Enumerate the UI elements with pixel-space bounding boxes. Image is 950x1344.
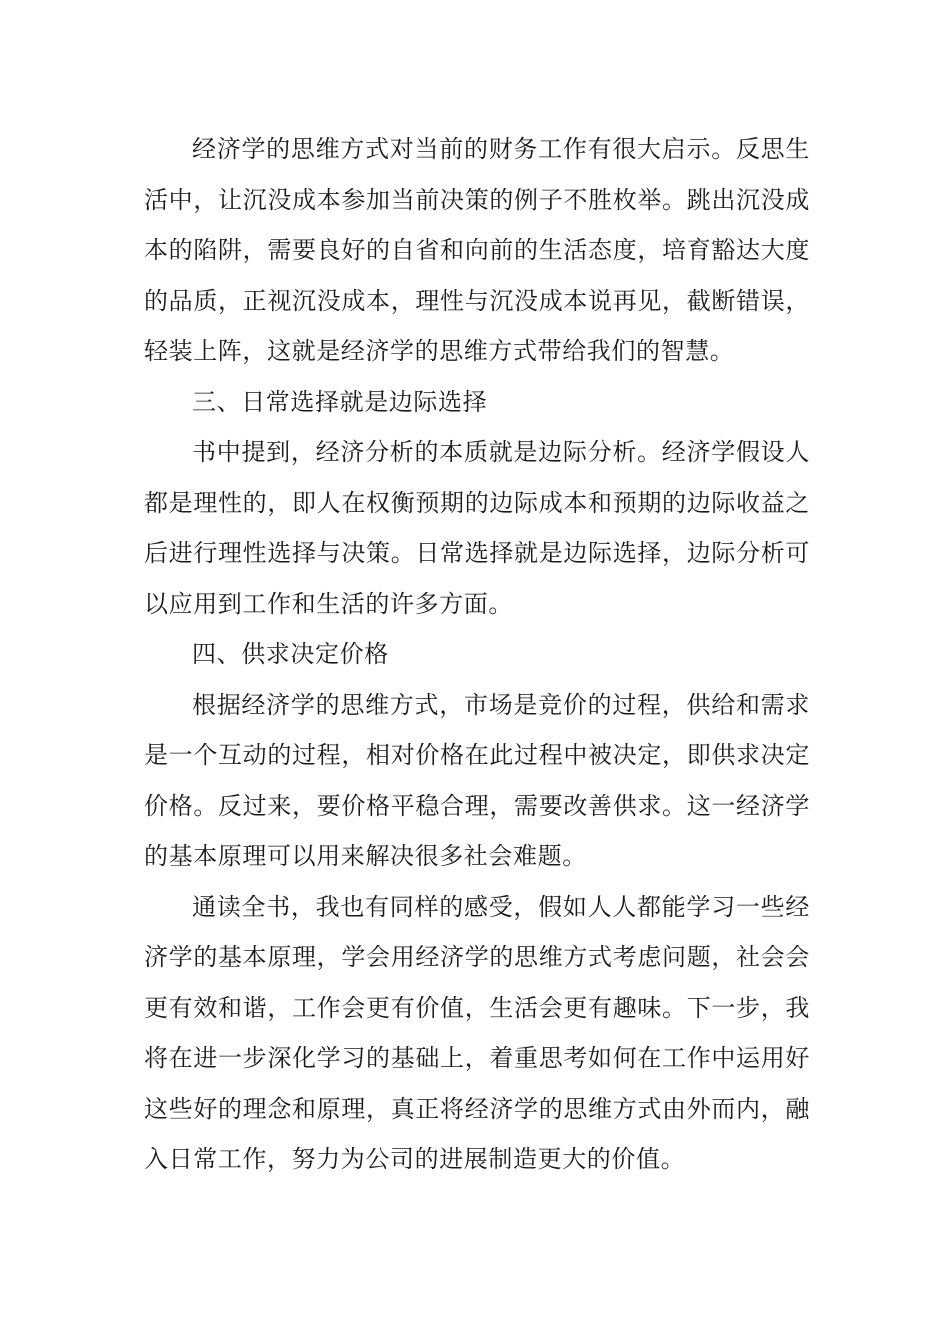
section-heading-supply-demand: 四、供求决定价格 <box>192 640 389 668</box>
paragraph-marginal-analysis: 书中提到，经济分析的本质就是边际分析。经济学假设人都是理性的，即人在权衡预期的边际成本和预期的边际收益之后进行理性选择与决策。日常选择就是边际选择，边际分析可以应用到工作和生活的许多方面。 <box>144 438 810 618</box>
section-heading-marginal-choice: 三、日常选择就是边际选择 <box>192 387 488 416</box>
paragraph-supply-demand: 根据经济学的思维方式，市场是竞价的过程，供给和需求是一个互动的过程，相对价格在此过程中被决定，即供求决定价格。反过来，要价格平稳合理，需要改善供求。这一经济学的基本原理可以用来解决很多社会难题。 <box>144 690 810 870</box>
document-body <box>144 124 810 1185</box>
paragraph-sunk-cost: 经济学的思维方式对当前的财务工作有很大启示。反思生活中，让沉没成本参加当前决策的例子不胜枚举。跳出沉没成本的陷阱，需要良好的自省和向前的生活态度，培育豁达大度的品质，正视沉没成本，理性与沉没成本说再见，截断错误，轻装上阵，这就是经济学的思维方式带给我们的智慧。 <box>144 135 810 365</box>
paragraph-conclusion: 通读全书，我也有同样的感受，假如人人都能学习一些经济学的基本原理，学会用经济学的思维方式考虑问题，社会会更有效和谐，工作会更有价值，生活会更有趣味。下一步，我将在进一步深化学习的基础上，着重思考如何在工作中运用好这些好的理念和原理，真正将经济学的思维方式由外而内，融入日常工作，努力为公司的进展制造更大的价值。 <box>144 892 810 1173</box>
